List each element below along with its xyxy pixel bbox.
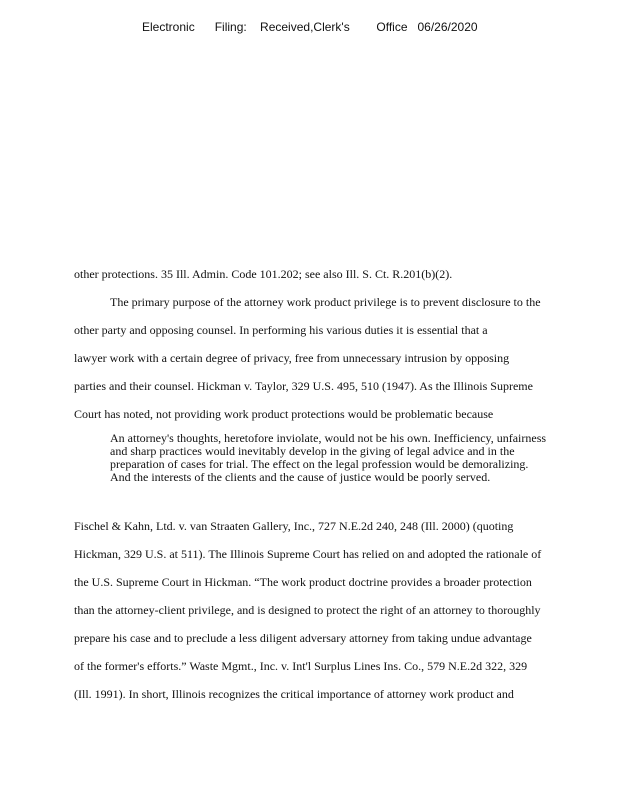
body-line: Fischel & Kahn, Ltd. v. van Straaten Gallery, Inc., 727 N.E.2d 240, 248 (Ill. 2000) (quoting	[74, 519, 514, 533]
body-line: the U.S. Supreme Court in Hickman. “The work product doctrine provides a broader protection	[74, 575, 532, 589]
body-line: other party and opposing counsel. In performing his various duties it is essential that a	[74, 323, 488, 337]
body-line: Hickman, 329 U.S. at 511). The Illinois Supreme Court has relied on and adopted the rationale of	[74, 547, 542, 561]
block-quote: An attorney's thoughts, heretofore inviolate, would not be his own. Inefficiency, unfairness and sharp practices would inevitably develop in the giving of legal advice and in the preparation of cases for trial. The effect on the legal profession would be demoralizing. And the interests of the clients and the cause of justice would be poorly served.	[110, 431, 547, 484]
body-line: prepare his case and to preclude a less diligent adversary attorney from taking undue advantage	[74, 631, 532, 645]
body-line: of the former's efforts.” Waste Mgmt., Inc. v. Int'l Surplus Lines Ins. Co., 579 N.E.2d 322, 329	[74, 659, 528, 673]
body-line: lawyer work with a certain degree of privacy, free from unnecessary intrusion by opposing	[74, 351, 510, 365]
filing-stamp-header: Electronic Filing: Received,Clerk's Office 06/26/2020	[142, 20, 478, 34]
body-line: (Ill. 1991). In short, Illinois recognizes the critical importance of attorney work product and	[74, 687, 514, 701]
body-line: The primary purpose of the attorney work product privilege is to prevent disclosure to the	[110, 295, 541, 309]
body-line: parties and their counsel. Hickman v. Taylor, 329 U.S. 495, 510 (1947). As the Illinois Supreme	[74, 379, 533, 393]
body-line: than the attorney-client privilege, and is designed to protect the right of an attorney to thoroughly	[74, 603, 541, 617]
body-line: other protections. 35 Ill. Admin. Code 101.202; see also Ill. S. Ct. R.201(b)(2).	[74, 267, 453, 281]
body-line: Court has noted, not providing work product protections would be problematic because	[74, 407, 494, 421]
